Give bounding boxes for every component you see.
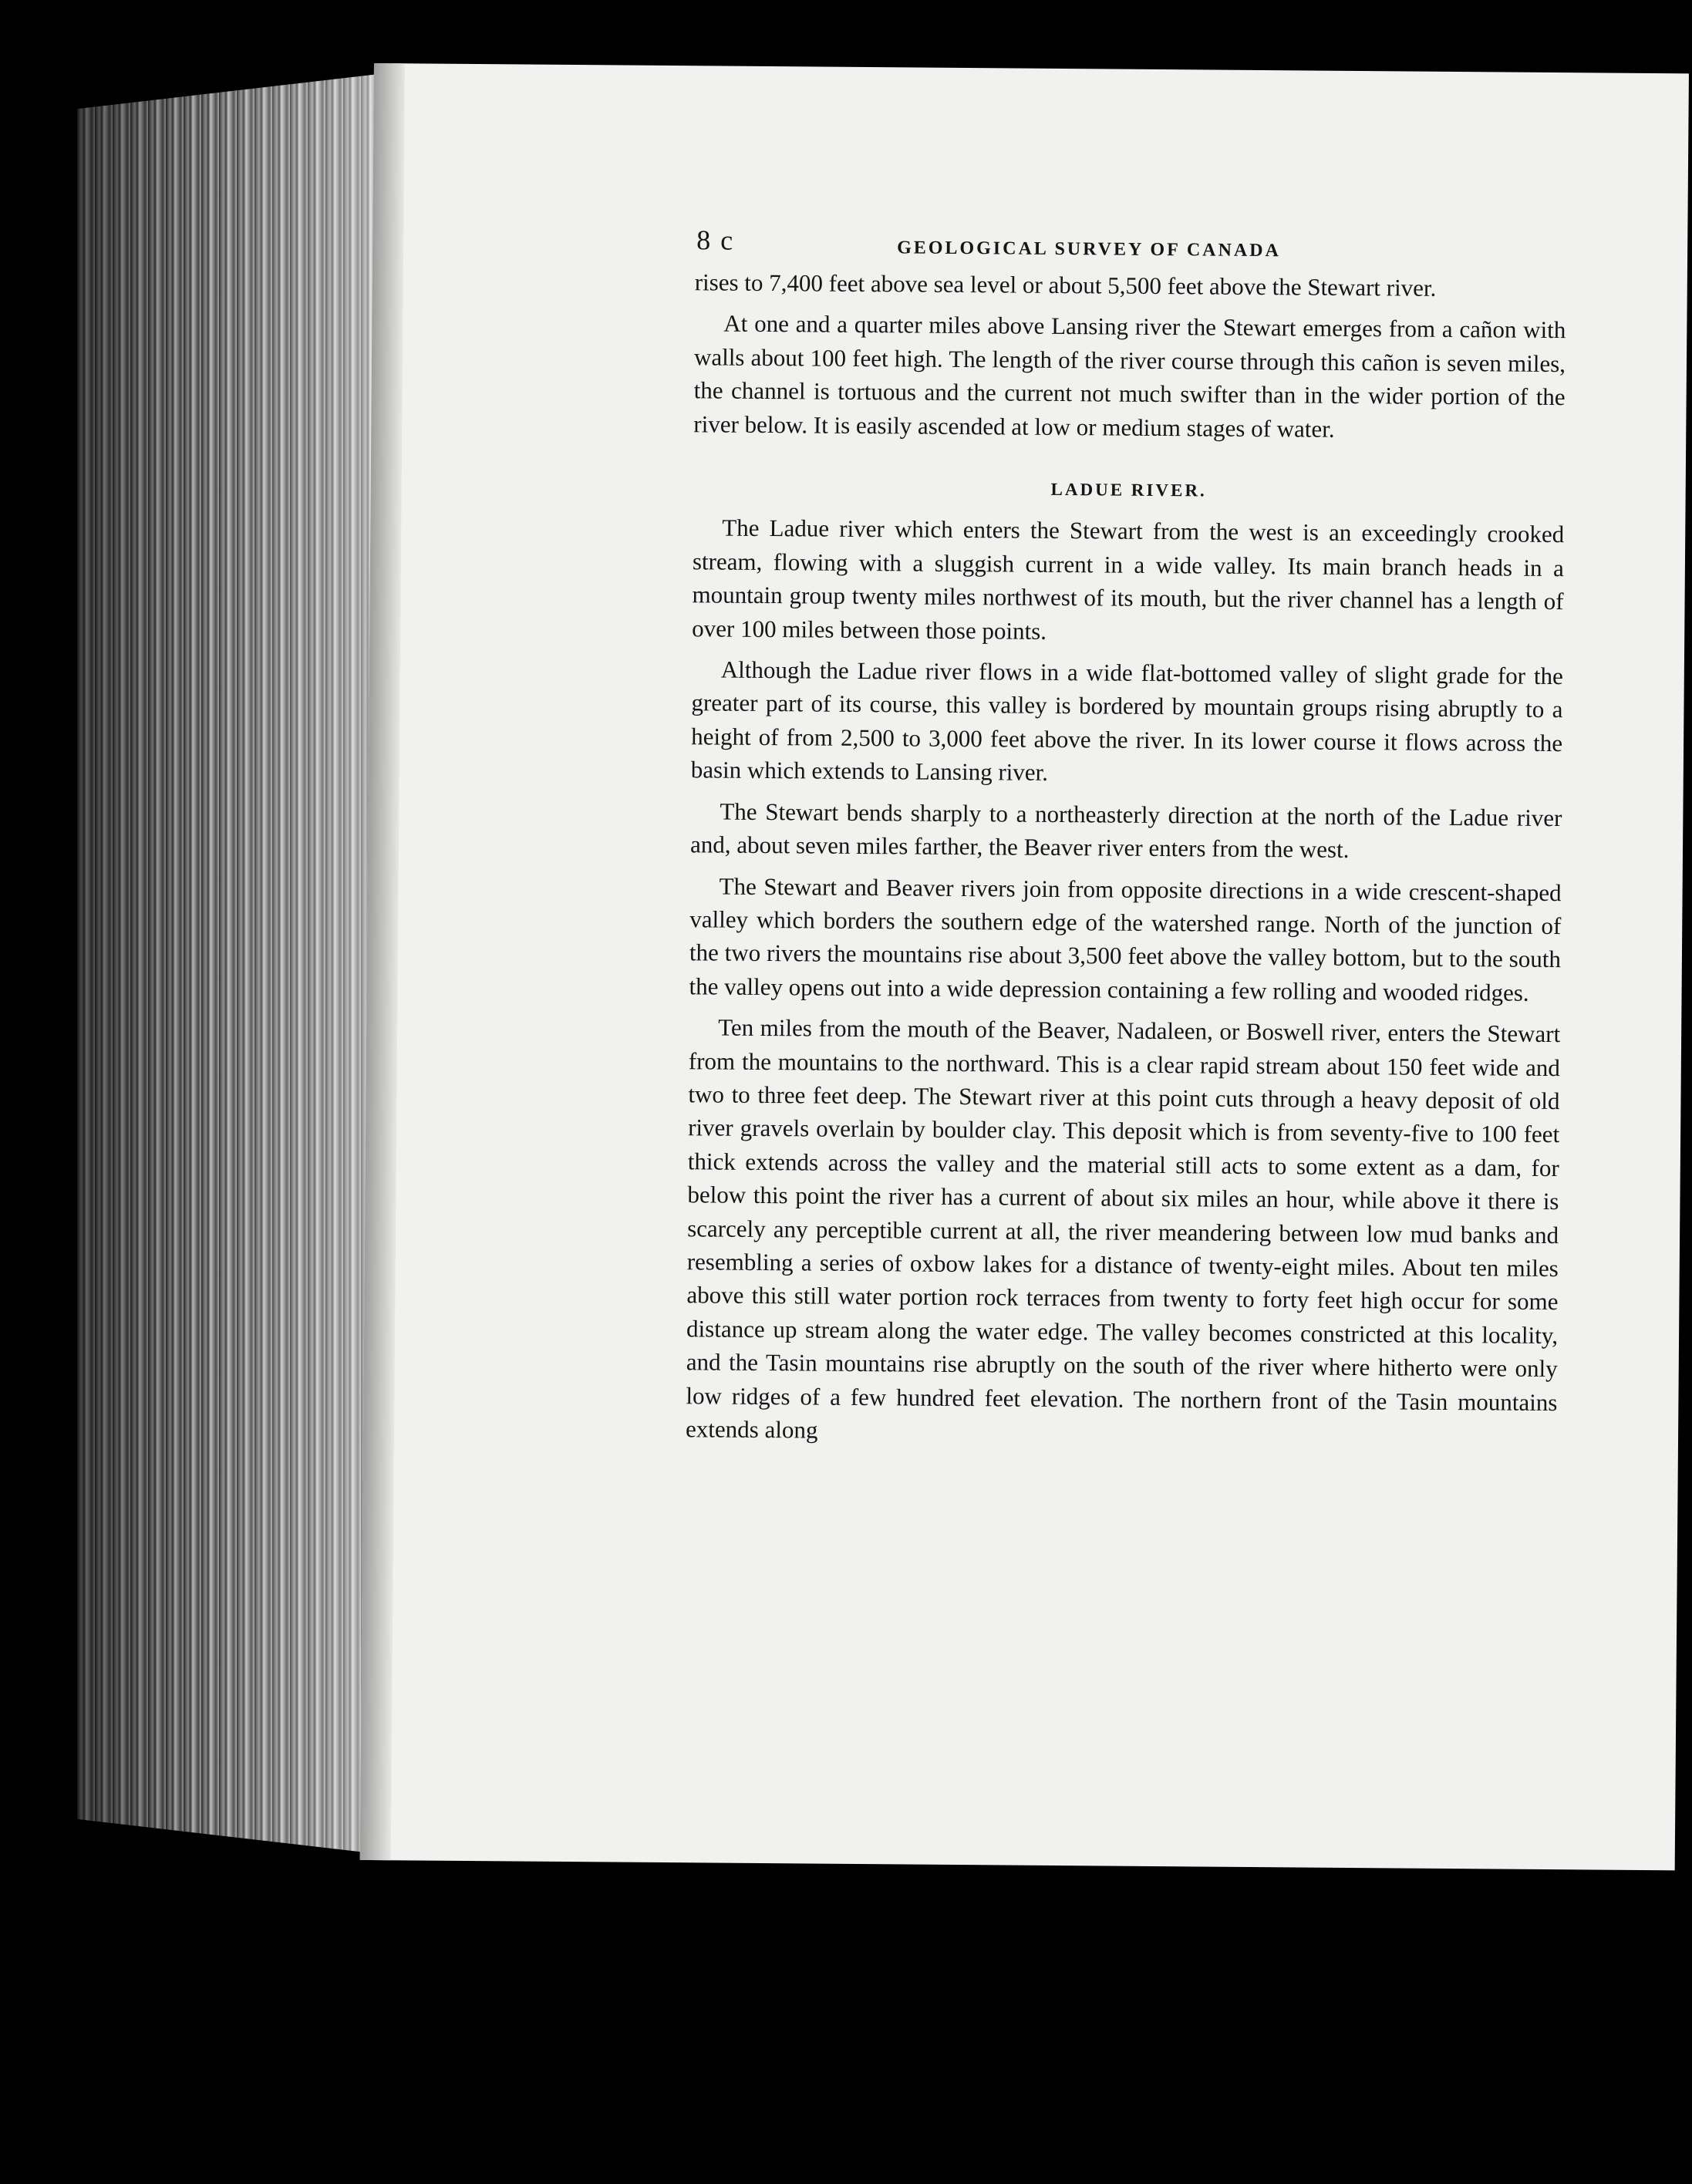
paragraph: The Stewart bends sharply to a northeasterly direction at the north of the Ladue river and, about seven miles farther, the Beaver river enters from the west. <box>689 797 1562 864</box>
page-number: 8 c <box>696 224 735 256</box>
book-page <box>360 63 1689 1870</box>
paragraph: Although the Ladue river flows in a wide flat-bottomed valley of slight grade for the greater part of its course, this valley is bordered by mountain groups rising abruptly to a height of from 2,500 to 3,000 feet above the river. In its lower course it flows across the basin which extends to Lansing river. <box>690 656 1563 787</box>
paragraph: Ten miles from the mouth of the Beaver, Nadaleen, or Boswell river, enters the Stewart from the mountains to the northward. This is a clear rapid stream about 150 feet wide and two to three feet deep. The Stewart river at this point cuts through a heavy deposit of old river gravels overlain by boulder clay. This deposit which is from seventy-five to 100 feet thick extends across the valley and the material still acts to some extent as a dam, for below this point the river has a current of about six miles an hour, while above it there is scarcely any perceptible current at all, the river meandering between low mud banks and resembling a series of oxbow lakes for a distance of twenty-eight miles. About ten miles above this still water portion rock terraces from twenty to forty feet high occur for some distance up stream along the water edge. The valley becomes constricted at this locality, and the Tasin mountains rise abruptly on the south of the river where hitherto were only low ridges of a few hundred feet elevation. The northern front of the Tasin mountains extends along <box>685 1013 1561 1444</box>
paragraph: The Ladue river which enters the Stewart from the west is an exceedingly crooked stream, flowing with a sluggish current in a wide valley. Its main branch heads in a mountain group twenty miles northwest of its mouth, but the river channel has a length of over 100 miles between those points. <box>692 514 1565 645</box>
running-head: GEOLOGICAL SURVEY OF CANADA <box>897 238 1281 261</box>
paragraph-continued: rises to 7,400 feet above sea level or about 5,500 feet above the Stewart river. <box>694 268 1437 302</box>
section-heading: LADUE RIVER. <box>1050 479 1207 501</box>
paragraph: The Stewart and Beaver rivers join from opposite directions in a wide crescent-shaped valley which borders the southern edge of the watershed range. North of the junction of the two rivers the mountains rise about 3,500 feet above the valley bottom, but to the south the valley opens out into a wide depression containing a few rolling and wooded ridges. <box>689 872 1562 1006</box>
paragraph: At one and a quarter miles above Lansing river the Stewart emerges from a cañon with walls about 100 feet high. The length of the river course through this cañon is seven miles, the channel is tortuous and the current not much swifter than in the wider portion of the river below. It is easily ascended at low or medium stages of water. <box>693 309 1566 443</box>
page-header <box>695 224 1566 272</box>
book-page-edges-shade <box>77 73 386 1855</box>
page-text-block <box>686 224 1566 1460</box>
